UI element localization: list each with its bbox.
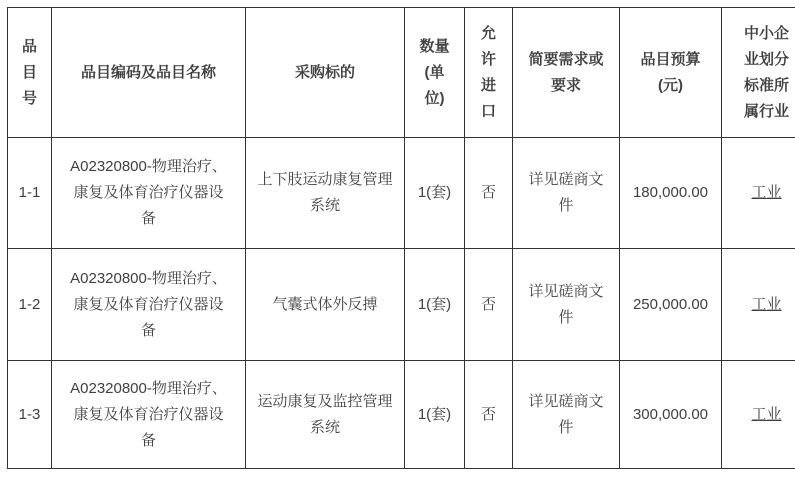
cell-industry: [722, 249, 795, 361]
cell-requirements: [513, 138, 620, 249]
table-row: [8, 249, 795, 361]
procurement-items-table: [7, 7, 795, 469]
requirements-text: 详见磋商文件: [528, 392, 604, 436]
header-item-code-name: [52, 8, 246, 138]
header-budget-label: 品目预算(元): [640, 50, 701, 94]
item-code-name-text: A02320800-物理治疗、康复及体育治疗仪器设备: [70, 158, 227, 227]
header-import-allowed-label: 允许进口: [480, 24, 496, 120]
cell-item-code-name: [52, 361, 246, 469]
table-row: [8, 138, 795, 249]
requirements-text: 详见磋商文件: [528, 171, 604, 214]
header-item-no: [8, 8, 52, 138]
procurement-target-text: 上下肢运动康复管理系统: [257, 171, 393, 214]
cell-item-no: 1-2: [8, 249, 52, 361]
procurement-target-text: 运动康复及监控管理系统: [257, 392, 393, 436]
cell-quantity: 1(套): [405, 361, 465, 469]
header-requirements-label: 简要需求或要求: [528, 50, 604, 94]
cell-budget: 300,000.00: [620, 361, 722, 469]
cell-procurement-target: [246, 249, 405, 361]
industry-link[interactable]: 工业: [751, 405, 782, 423]
header-industry-classification-label: 中小企业划分标准所属行业: [743, 24, 789, 120]
cell-procurement-target: [246, 361, 405, 469]
cell-budget: 250,000.00: [620, 249, 722, 361]
cell-item-code-name: [52, 138, 246, 249]
cell-budget: 180,000.00: [620, 138, 722, 249]
header-import-allowed: [465, 8, 513, 138]
header-item-no-label: 品目号: [21, 37, 37, 107]
cell-item-no: 1-3: [8, 361, 52, 469]
table-row: [8, 361, 795, 469]
cell-item-no: 1-1: [8, 138, 52, 249]
cell-industry: [722, 138, 795, 249]
header-item-code-name-label: 品目编码及品目名称: [80, 63, 216, 81]
cell-quantity: 1(套): [405, 138, 465, 249]
cell-import-allowed: 否: [465, 249, 513, 361]
cell-requirements: [513, 361, 620, 469]
header-quantity-unit: [405, 8, 465, 138]
cell-requirements: [513, 249, 620, 361]
industry-link[interactable]: 工业: [751, 184, 782, 201]
header-budget: [620, 8, 722, 138]
header-quantity-unit-label: 数量(单位): [419, 37, 450, 107]
header-requirements: [513, 8, 620, 138]
header-industry-classification: [722, 8, 795, 138]
industry-link[interactable]: 工业: [751, 295, 782, 313]
header-procurement-target: [246, 8, 405, 138]
cell-procurement-target: [246, 138, 405, 249]
cell-item-code-name: [52, 249, 246, 361]
cell-import-allowed: 否: [465, 361, 513, 469]
cell-industry: [722, 361, 795, 469]
item-code-name-text: A02320800-物理治疗、康复及体育治疗仪器设备: [70, 379, 227, 449]
item-code-name-text: A02320800-物理治疗、康复及体育治疗仪器设备: [70, 269, 227, 339]
cell-quantity: 1(套): [405, 249, 465, 361]
procurement-target-text: 气囊式体外反搏: [272, 295, 378, 313]
requirements-text: 详见磋商文件: [528, 282, 604, 326]
header-row: [8, 8, 795, 138]
cell-import-allowed: 否: [465, 138, 513, 249]
header-procurement-target-label: 采购标的: [294, 63, 355, 81]
